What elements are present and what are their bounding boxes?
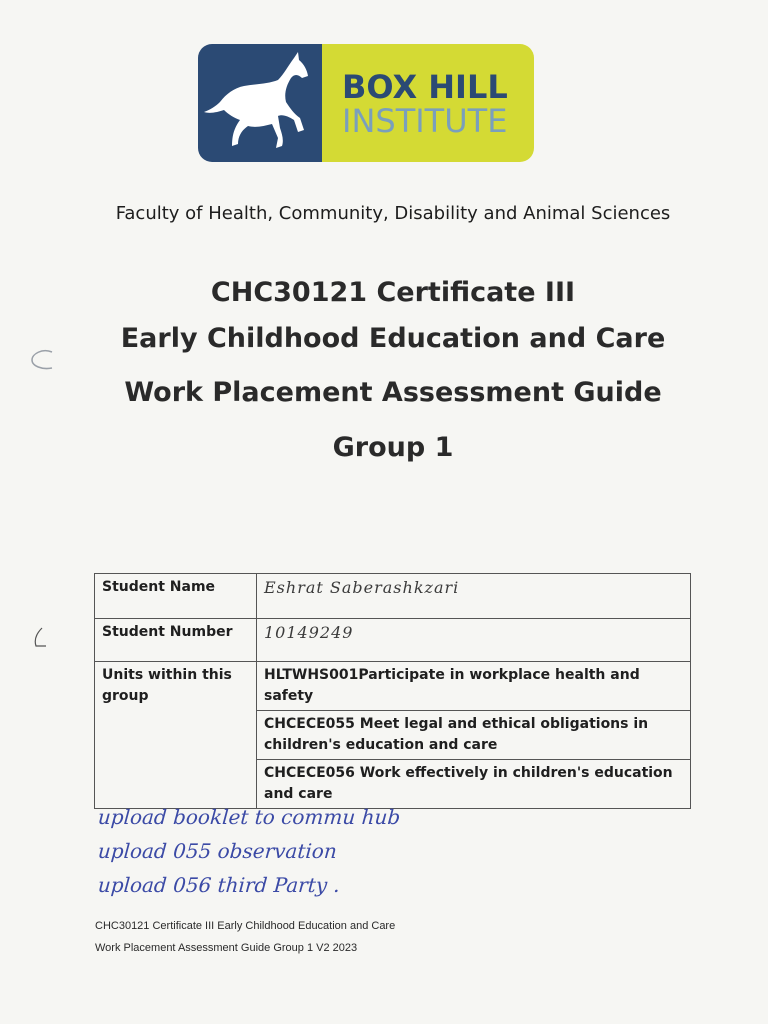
- student-name-cell: [257, 574, 691, 619]
- group-title: Group 1: [332, 432, 454, 463]
- footer-line-1: CHC30121 Certificate III Early Childhood Education and Care: [95, 920, 396, 932]
- course-code-title: CHC30121 Certificate III: [210, 277, 576, 308]
- guide-title: Work Placement Assessment Guide: [124, 377, 662, 408]
- student-number-value: 10149249: [264, 623, 354, 642]
- unit-chcece055: CHCECE055 Meet legal and ethical obligations in children's education and care: [257, 711, 691, 760]
- handwritten-notes: [98, 800, 400, 902]
- document-footer: [95, 915, 395, 959]
- student-info-table: [94, 573, 691, 809]
- handwritten-note: upload booklet to commu hub: [97, 805, 402, 829]
- unit-hltwhs001: HLTWHS001Participate in workplace health and safety: [257, 662, 691, 711]
- handwritten-note: upload 055 observation: [97, 839, 338, 863]
- student-name-value: Eshrat Saberashkzari: [264, 578, 460, 597]
- student-number-cell: [257, 619, 691, 662]
- logo-wordmark-line2: INSTITUTE: [342, 102, 508, 140]
- handwritten-note: upload 056 third Party .: [97, 873, 341, 897]
- student-name-label: Student Name: [95, 574, 257, 619]
- table-row: [95, 662, 691, 711]
- footer-line-2: Work Placement Assessment Guide Group 1 V2 2023: [95, 942, 358, 954]
- table-row: [95, 619, 691, 662]
- logo-wordmark-panel: [322, 44, 534, 162]
- student-number-label: Student Number: [95, 619, 257, 662]
- box-hill-institute-logo: [198, 44, 534, 162]
- logo-wordmark-line1: BOX HILL: [342, 68, 508, 106]
- horse-icon: [198, 44, 322, 162]
- unit-chcece056: CHCECE056 Work effectively in children's education and care: [257, 760, 691, 809]
- punch-hole-mark: [28, 346, 58, 374]
- faculty-name: Faculty of Health, Community, Disability and Animal Sciences: [115, 203, 671, 224]
- course-name-title: Early Childhood Education and Care: [120, 323, 666, 354]
- table-row: [95, 574, 691, 619]
- logo-horse-panel: [198, 44, 322, 162]
- pen-mark: [28, 624, 54, 652]
- units-label: Units within this group: [95, 662, 257, 809]
